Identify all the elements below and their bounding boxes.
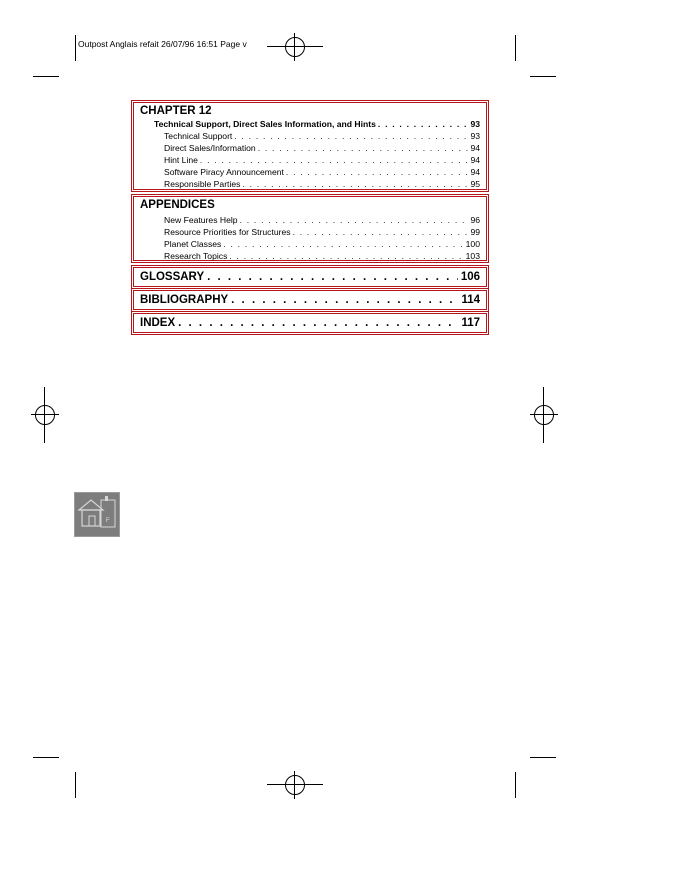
- toc-entry-page: 103: [465, 251, 480, 261]
- toc-entry-glossary: [134, 268, 486, 287]
- appendices-section: [133, 196, 487, 261]
- toc-entry-page: 94: [470, 143, 480, 153]
- leader-dots: [221, 238, 463, 250]
- crop-mark: [75, 35, 76, 61]
- toc-entry-page: 95: [470, 179, 480, 189]
- toc-entry[interactable]: [140, 130, 480, 142]
- toc-entry-label: Direct Sales/Information: [164, 143, 256, 153]
- toc-entry-label: INDEX: [140, 317, 176, 329]
- registration-mark-bottom: [281, 771, 309, 799]
- toc-entry[interactable]: [140, 214, 480, 226]
- leader-dots: [376, 118, 469, 130]
- crop-mark: [33, 76, 59, 77]
- toc-entry-page: 94: [470, 167, 480, 177]
- toc-entry-label: BIBLIOGRAPHY: [140, 294, 229, 306]
- toc-entry-index: [134, 314, 486, 333]
- leader-dots: [198, 154, 469, 166]
- toc-entry-label: Hint Line: [164, 155, 198, 165]
- toc-entry[interactable]: [140, 154, 480, 166]
- glossary-section[interactable]: [133, 267, 487, 287]
- toc-entry[interactable]: [140, 166, 480, 178]
- registration-mark-top: [281, 33, 309, 61]
- toc-entry-page: 100: [465, 239, 480, 249]
- leader-dots: [284, 166, 469, 178]
- toc-entry-page: 94: [470, 155, 480, 165]
- toc-entry[interactable]: [140, 226, 480, 238]
- toc-entry-label: Planet Classes: [164, 239, 222, 249]
- toc-entry-label: Resource Priorities for Structures: [164, 227, 291, 237]
- leader-dots: [175, 315, 458, 331]
- home-icon: [75, 493, 119, 536]
- toc-entry-page: 99: [470, 227, 480, 237]
- toc-entry-page: 114: [461, 294, 480, 306]
- chapter-12-section: [133, 102, 487, 190]
- crop-mark: [530, 757, 556, 758]
- leader-dots: [232, 130, 468, 142]
- toc-entry-label: Responsible Parties: [164, 179, 241, 189]
- bibliography-section[interactable]: [133, 290, 487, 310]
- index-section[interactable]: [133, 313, 487, 333]
- toc-entry-label: Software Piracy Announcement: [164, 167, 284, 177]
- toc-entry-page: 93: [470, 131, 480, 141]
- leader-dots: [204, 269, 458, 285]
- toc-entry-bibliography: [134, 291, 486, 310]
- toc-entry-label: Technical Support: [164, 131, 233, 141]
- toc-entry-label: Technical Support, Direct Sales Information, and Hints: [154, 119, 376, 129]
- chapter-12-heading: CHAPTER 12: [140, 105, 212, 117]
- crop-mark: [75, 772, 76, 798]
- home-icon-caption: F: [106, 518, 110, 524]
- toc-entry[interactable]: [140, 238, 480, 250]
- toc-entry-label: New Features Help: [164, 215, 238, 225]
- printer-slug: Outpost Anglais refait 26/07/96 16:51 Page v: [78, 39, 247, 49]
- leader-dots: [291, 226, 469, 238]
- registration-mark-left: [31, 401, 59, 429]
- leader-dots: [227, 250, 463, 262]
- crop-mark: [33, 757, 59, 758]
- toc-entry[interactable]: [140, 178, 480, 190]
- toc-entry-page: 106: [460, 271, 480, 283]
- registration-mark-right: [530, 401, 558, 429]
- toc-entry[interactable]: [140, 250, 480, 262]
- leader-dots: [256, 142, 469, 154]
- toc-entry-label: GLOSSARY: [140, 271, 205, 283]
- leader-dots: [238, 214, 469, 226]
- home-button[interactable]: [74, 492, 120, 537]
- toc-entry-label: Research Topics: [164, 251, 228, 261]
- leader-dots: [228, 292, 458, 308]
- toc-entry-page: 96: [470, 215, 480, 225]
- toc-entry-page: 117: [461, 317, 480, 329]
- crop-mark: [530, 76, 556, 77]
- toc-entry-page: 93: [470, 119, 480, 129]
- appendices-heading: APPENDICES: [140, 199, 215, 211]
- leader-dots: [240, 178, 468, 190]
- toc-entry-technical-support-main[interactable]: [140, 118, 480, 130]
- crop-mark: [515, 772, 516, 798]
- toc-entry[interactable]: [140, 142, 480, 154]
- crop-mark: [515, 35, 516, 61]
